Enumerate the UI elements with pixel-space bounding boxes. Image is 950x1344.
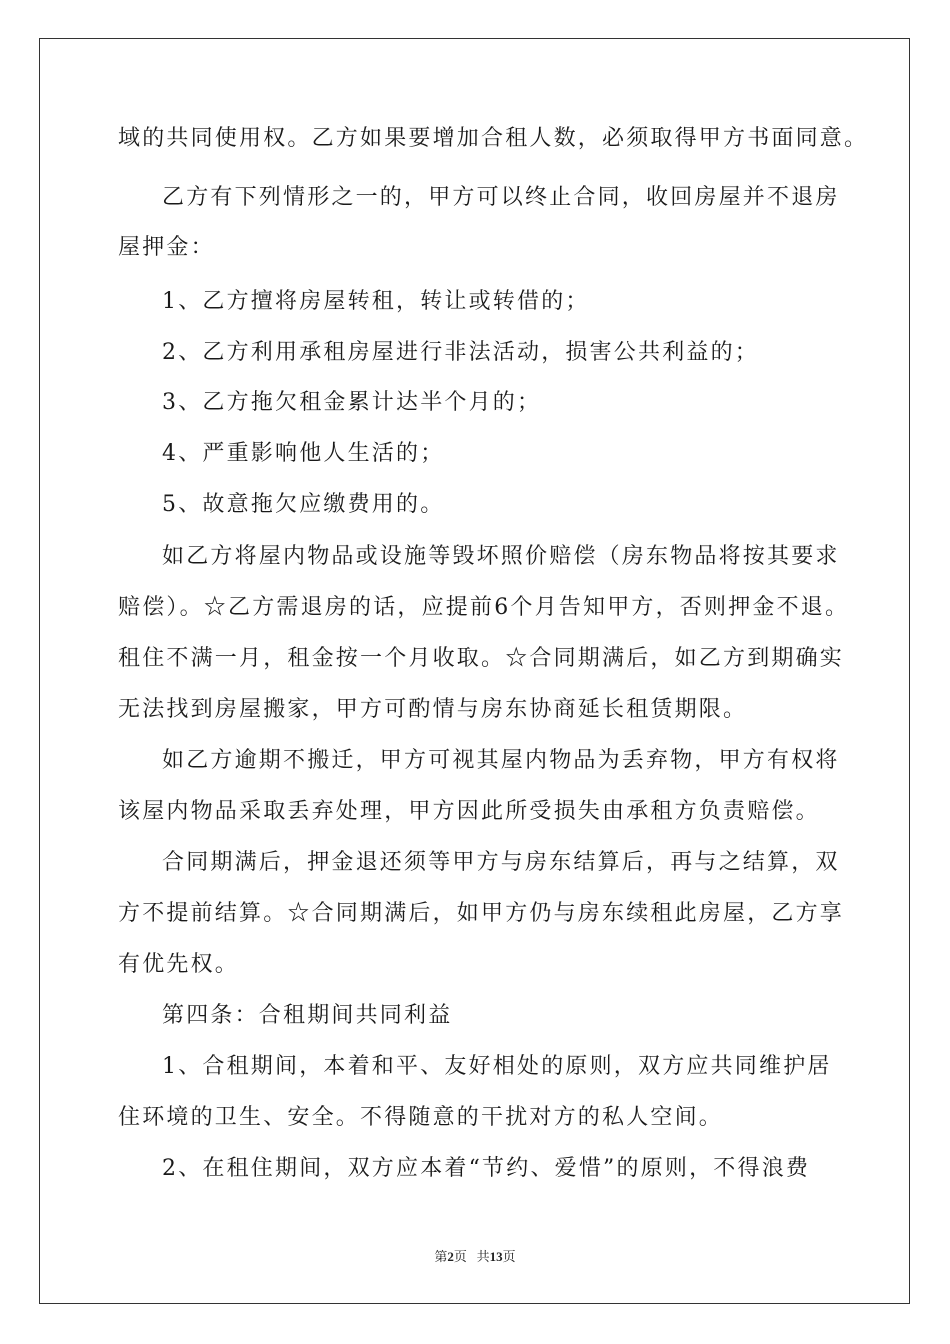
total-pages: 13 <box>489 1249 503 1264</box>
text-line: 无法找到房屋搬家，甲方可酌情与房东协商延长租赁期限。 <box>118 697 748 722</box>
text-line: 如乙方逾期不搬迁，甲方可视其屋内物品为丢弃物，甲方有权将 <box>162 748 840 773</box>
list-item: 2、乙方利用承租房屋进行非法活动，损害公共利益的； <box>162 340 759 365</box>
text-line: 该屋内物品采取丢弃处理，甲方因此所受损失由承租方负责赔偿。 <box>118 799 820 824</box>
text-line: 如乙方将屋内物品或设施等毁坏照价赔偿（房东物品将按其要求 <box>162 544 840 569</box>
text-line: 1、合租期间，本着和平、友好相处的原则，双方应共同维护居 <box>162 1054 832 1079</box>
page-footer <box>0 1246 950 1265</box>
text-line: 赔偿）。☆乙方需退房的话，应提前6个月告知甲方，否则押金不退。 <box>118 595 850 620</box>
text-line: 乙方有下列情形之一的，甲方可以终止合同，收回房屋并不退房 <box>162 185 840 210</box>
list-item: 3、乙方拖欠租金累计达半个月的； <box>162 390 542 415</box>
list-item: 4、严重影响他人生活的； <box>162 441 445 466</box>
text-line: 屋押金： <box>118 235 215 260</box>
section-heading: 第四条：合租期间共同利益 <box>162 1003 453 1028</box>
text-line: 方不提前结算。☆合同期满后，如甲方仍与房东续租此房屋，乙方享 <box>118 901 845 926</box>
text-line: 有优先权。 <box>118 952 240 977</box>
total-suffix: 页 <box>502 1249 516 1264</box>
page-number: 2 <box>447 1249 454 1264</box>
text-line: 租住不满一月，租金按一个月收取。☆合同期满后，如乙方到期确实 <box>118 646 845 671</box>
text-line: 域的共同使用权。乙方如果要增加合租人数，必须取得甲方书面同意。 <box>118 126 869 151</box>
text-line: 住环境的卫生、安全。不得随意的干扰对方的私人空间。 <box>118 1105 724 1130</box>
total-prefix: 共 <box>476 1249 490 1264</box>
text-line: 2、在租住期间，双方应本着“节约、爱惜”的原则，不得浪费 <box>162 1156 811 1181</box>
list-item: 1、乙方擅将房屋转租，转让或转借的； <box>162 289 590 314</box>
list-item: 5、故意拖欠应缴费用的。 <box>162 492 445 517</box>
page-suffix: 页 <box>453 1249 467 1264</box>
page-prefix: 第 <box>434 1249 448 1264</box>
text-line: 合同期满后，押金退还须等甲方与房东结算后，再与之结算，双 <box>162 850 840 875</box>
